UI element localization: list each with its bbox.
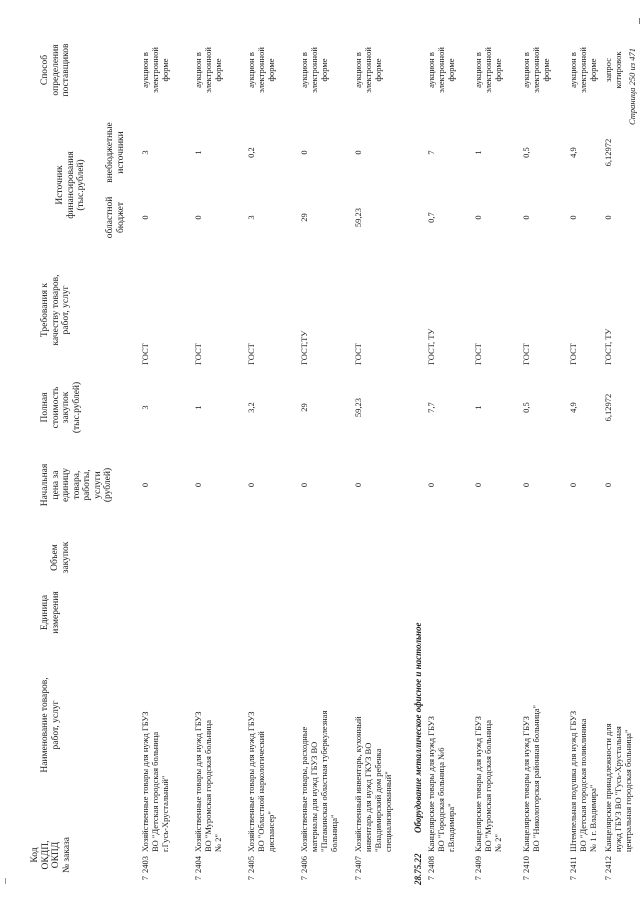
table-row [140, 0, 190, 905]
initial-price: 0 [246, 482, 256, 488]
code-prefix: 7 [568, 876, 578, 881]
item-name: Хозяйственный инвентарь, кухонный инвентарь для нужд ГКУЗ ВО "Владимирский дом ребенка специализированный" [353, 716, 393, 852]
header-quality: Требования к качеству товаров, работ, услуг [40, 274, 71, 346]
procurement-method: аукцион в электронной форме [193, 47, 223, 93]
quality-standard: ГОСТ [521, 343, 531, 365]
procurement-method: запрос котировок [603, 51, 623, 89]
header-funding: Источник финансирования (тыс.рублей) [55, 151, 86, 219]
full-cost: 1 [193, 405, 203, 410]
full-cost: 3,2 [246, 402, 256, 413]
funding-extrabudget: 0 [353, 150, 363, 155]
table-row [603, 0, 638, 905]
table-row [353, 0, 403, 905]
initial-price: 0 [521, 482, 531, 488]
funding-extrabudget: 1 [473, 150, 483, 155]
table-row [426, 0, 476, 905]
header-code: Код ОКДП, ОКПД № заказа [30, 836, 72, 874]
section-code: 28.75.22 [413, 853, 423, 885]
funding-extrabudget: 0 [299, 150, 309, 155]
code-prefix: 7 [603, 876, 613, 881]
procurement-method: аукцион в электронной форме [473, 47, 503, 93]
funding-regional: 0 [568, 215, 578, 220]
page-number: Страница 250 из 471 [627, 48, 637, 125]
item-name: Канцелярские принадлежности для нужд ГБУЗ ВО "Гусь-Хрустальная центральная городская больница" [603, 723, 633, 852]
code-prefix: 7 [299, 876, 309, 881]
code-prefix: 7 [140, 876, 150, 881]
item-name: Штемпельная подушка для нужд ГБУЗ ВО "Детская городская поликлиника № 1 г. Владимира" [568, 710, 598, 852]
funding-regional: 0 [473, 215, 483, 220]
funding-regional: 0 [193, 215, 203, 220]
initial-price: 0 [568, 482, 578, 488]
quality-standard: ГОСТ [193, 343, 203, 365]
code-prefix: 7 [521, 876, 531, 881]
quality-standard: ГОСТ, ТУ [426, 328, 436, 365]
item-name: Хозяйственные товары для нужд ГБУЗ ВО "Областной наркологический диспансер" [246, 711, 276, 852]
order-number: 2412 [603, 856, 613, 873]
header-name: Наименование товаров, работ, услуг [40, 677, 61, 773]
code-prefix: 7 [353, 876, 363, 881]
procurement-method: аукцион в электронной форме [521, 47, 551, 93]
code-prefix: 7 [426, 876, 436, 881]
order-number: 2409 [473, 856, 483, 873]
header-funding-regional: областной бюджет [105, 196, 126, 239]
item-name: Канцелярские товары для нужд ГБУЗ ВО "Городская больница №6 г.Владимира" [426, 716, 456, 852]
item-name: Канцелярские товары для нужд ГБУЗ ВО "Никологорская районная больница" [521, 705, 541, 852]
full-cost: 4,9 [568, 402, 578, 413]
initial-price: 0 [426, 482, 436, 488]
table-row [193, 0, 243, 905]
order-number: 2406 [299, 856, 309, 873]
quality-standard: ГОСТ [473, 343, 483, 365]
table-row [521, 0, 571, 905]
procurement-method: аукцион в электронной форме [246, 47, 276, 93]
table-row [473, 0, 523, 905]
order-number: 2404 [193, 856, 203, 873]
initial-price: 0 [603, 482, 613, 488]
header-volume: Объем закупок [50, 541, 71, 574]
full-cost: 1 [473, 405, 483, 410]
section-heading [413, 385, 425, 885]
order-number: 2405 [246, 856, 256, 873]
full-cost: 3 [140, 405, 150, 410]
procurement-method: аукцион в электронной форме [353, 47, 383, 93]
full-cost: 6,12972 [603, 393, 613, 422]
item-name: Канцелярские товары для нужд ГБУЗ ВО "Муромская городская больница № 2" [473, 716, 503, 852]
funding-regional: 29 [299, 213, 309, 222]
code-prefix: 7 [246, 876, 256, 881]
funding-regional: 0 [603, 215, 613, 220]
funding-extrabudget: 0,5 [521, 147, 531, 158]
initial-price: 0 [353, 482, 363, 488]
funding-extrabudget: 4,9 [568, 147, 578, 158]
item-name: Хозяйственные товары для нужд ГБУЗ ВО "Муромская городская больница № 2" [193, 711, 223, 852]
order-number: 2411 [568, 856, 578, 873]
procurement-method: аукцион в электронной форме [568, 47, 598, 93]
full-cost: 29 [299, 403, 309, 412]
funding-regional: 0 [140, 215, 150, 220]
quality-standard: ГОСТ [246, 343, 256, 365]
funding-regional: 0,7 [426, 212, 436, 223]
funding-extrabudget: 1 [193, 150, 203, 155]
order-number: 2407 [353, 856, 363, 873]
full-cost: 59,23 [353, 397, 363, 418]
full-cost: 0,5 [521, 402, 531, 413]
table-row [299, 0, 349, 905]
quality-standard: ГОСТ [140, 343, 150, 365]
full-cost: 7,7 [426, 402, 436, 413]
funding-extrabudget: 3 [140, 150, 150, 155]
initial-price: 0 [299, 482, 309, 488]
order-number: 2410 [521, 856, 531, 873]
initial-price: 0 [140, 482, 150, 488]
table-row [246, 0, 296, 905]
order-number: 2403 [140, 856, 150, 873]
funding-extrabudget: 6,12972 [603, 138, 613, 167]
header-method: Способ определения поставщиков [40, 43, 71, 97]
funding-regional: 0 [521, 215, 531, 220]
header-unit: Единица измерения [40, 591, 61, 634]
order-number: 2408 [426, 856, 436, 873]
initial-price: 0 [193, 482, 203, 488]
quality-standard: ГОСТ,ТУ [299, 330, 309, 365]
procurement-method: аукцион в электронной форме [426, 47, 456, 93]
item-name: Хозяйственные товары для нужд ГБУЗ ВО "Детская городская больница г.Гусь-Хрустальный" [140, 711, 170, 852]
funding-extrabudget: 7 [426, 150, 436, 155]
funding-regional: 3 [246, 215, 256, 220]
item-name: Хозяйственные товары, расходные материалы для нужд ГБУЗ ВО "Патакинская областная туберкулезная больница" [299, 710, 339, 852]
initial-price: 0 [473, 482, 483, 488]
quality-standard: ГОСТ, ТУ [603, 328, 613, 365]
code-prefix: 7 [473, 876, 483, 881]
header-full-cost: Полная стоимость закупок (тыс.рублей) [40, 381, 82, 434]
procurement-method: аукцион в электронной форме [299, 47, 329, 93]
procurement-method: аукцион в электронной форме [140, 47, 170, 93]
section-title: Оборудование металлическое офисное и настольное [413, 622, 423, 833]
funding-regional: 59,23 [353, 207, 363, 228]
funding-extrabudget: 0,2 [246, 147, 256, 158]
header-funding-extrabudget: внебюджетные источники [105, 122, 126, 183]
quality-standard: ГОСТ [353, 343, 363, 365]
quality-standard: ГОСТ [568, 343, 578, 365]
header-initial-price: Начальная цена за единицу товара, работы, услуги (рублей) [40, 463, 113, 507]
code-prefix: 7 [193, 876, 203, 881]
